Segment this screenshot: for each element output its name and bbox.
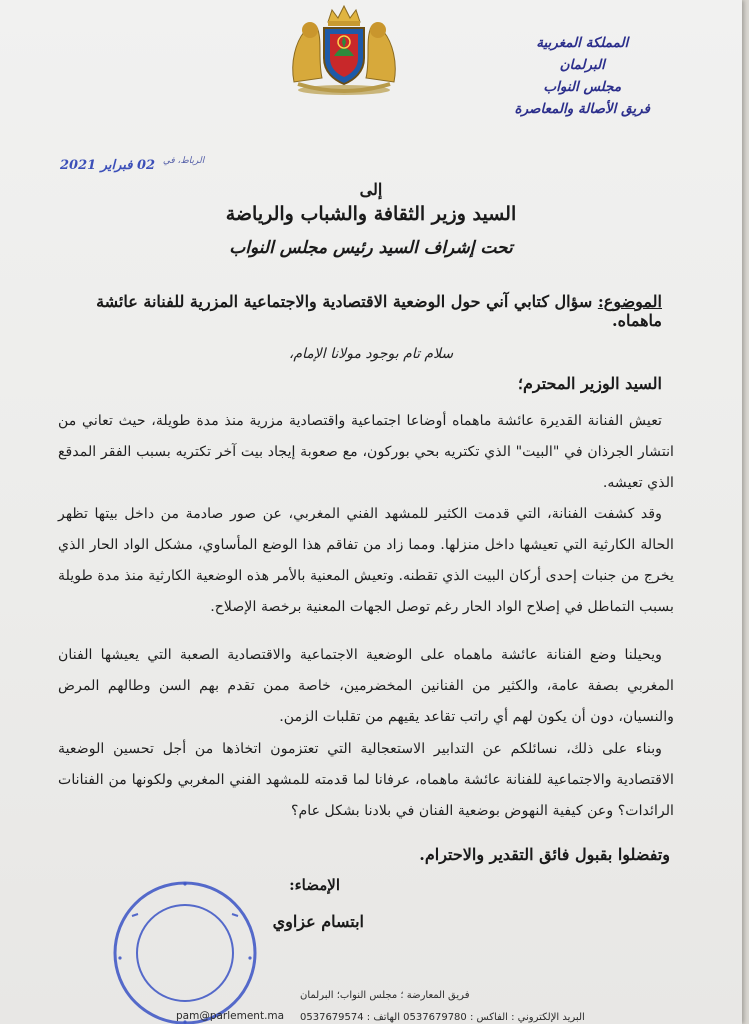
body-paragraph-1: تعيش الفنانة القديرة عائشة ماهماه أوضاعا اجتماعية واقتصادية مزرية منذ مدة طويلة، حيث تعاني من انتشار الجرذان في "البيت" الذي تكتريه بحي بوركون، مع صعوبة إيجاد بيت آخر تكتريه بسبب الفقر المدقع الذي تعيشه.	[58, 413, 674, 491]
body-paragraph-2: وقد كشفت الفنانة، التي قدمت الكثير للمشهد الفني المغربي، عن صور صادمة من داخل بيتها تظهر الحالة الكارثية التي تعيشها داخل منزلها. ومما زاد من تفاقم هذا الوضع المأساوي، مشكل الواد الحار الذي يخرج من جنبات إحدى أركان البيت الذي تقطنه. وتعيش المعنية بالأمر هذه الوضعية الكارثية منذ مدة طويلة بسبب التماطل في إصلاح الواد الحار رغم توصل الجهات المعنية برخصة الإصلاح.	[58, 506, 674, 615]
org-parliament: البرلمان	[559, 57, 605, 73]
org-kingdom: المملكة المغربية	[536, 35, 629, 51]
subject-line	[62, 292, 662, 330]
date-line	[60, 158, 204, 173]
footer-contact: البريد الإلكتروني : الفاكس : 0537679780 الهاتف : 0537679574	[300, 1012, 585, 1023]
org-party-group: فريق الأصالة والمعاصرة	[514, 101, 650, 117]
greeting: سلام تام بوجود مولانا الإمام،	[288, 346, 454, 362]
footer-address: فريق المعارضة ؛ مجلس النواب؛ البرلمان	[300, 990, 470, 1001]
addressee-minister: السيد وزير الثقافة والشباب والرياضة	[225, 203, 517, 225]
addressee-to: إلى	[359, 180, 383, 199]
signature-label: الإمضاء:	[289, 876, 340, 894]
date-place: الرباط، في	[162, 156, 205, 166]
subject-text: سؤال كتابي آني حول الوضعية الاقتصادية والاجتماعية المزرية للفنانة عائشة ماهماه.	[96, 292, 662, 330]
party-stamp-icon	[110, 878, 260, 1024]
body-paragraph-4: وبناء على ذلك، نسائلكم عن التدابير الاستعجالية التي تعتزمون اتخاذها من أجل تحسين الوضعية الاقتصادية والاجتماعية للفنانة عائشة ماهماه، عرفانا لما قدمته للمشهد الفني المغربي ولكونها من الفنانات الرائدات؟ وعن كيفية النهوض بوضعية الفنان في بلادنا بشكل عام؟	[58, 741, 674, 819]
subject-label: الموضوع:	[597, 292, 662, 311]
addressee-supervision: تحت إشراف السيد رئيس مجلس النواب	[229, 238, 513, 258]
organization-header	[515, 32, 651, 120]
salutation: السيد الوزير المحترم؛	[517, 374, 662, 393]
signer-name: ابتسام عزاوي	[272, 912, 364, 931]
coat-of-arms-emblem	[288, 2, 400, 96]
body-paragraph-3: ويحيلنا وضع الفنانة عائشة ماهماه على الوضعية الاجتماعية والاقتصادية الصعبة التي يعيشها الفنان المغربي بصفة عامة، والكثير من الفنانين المخضرمين، خاصة ممن تقدم بهم السن وطالهم المرض والنسيان، دون أن يكون لهم أي راتب تقاعد يقيهم من تقلبات الزمن.	[58, 647, 674, 725]
closing-line: وتفضلوا بقبول فائق التقدير والاحترام.	[419, 845, 670, 864]
org-house: مجلس النواب	[543, 79, 622, 95]
footer-email[interactable]: pam@parlement.ma	[176, 1010, 285, 1022]
date-value: 02 فبراير 2021	[60, 158, 156, 173]
